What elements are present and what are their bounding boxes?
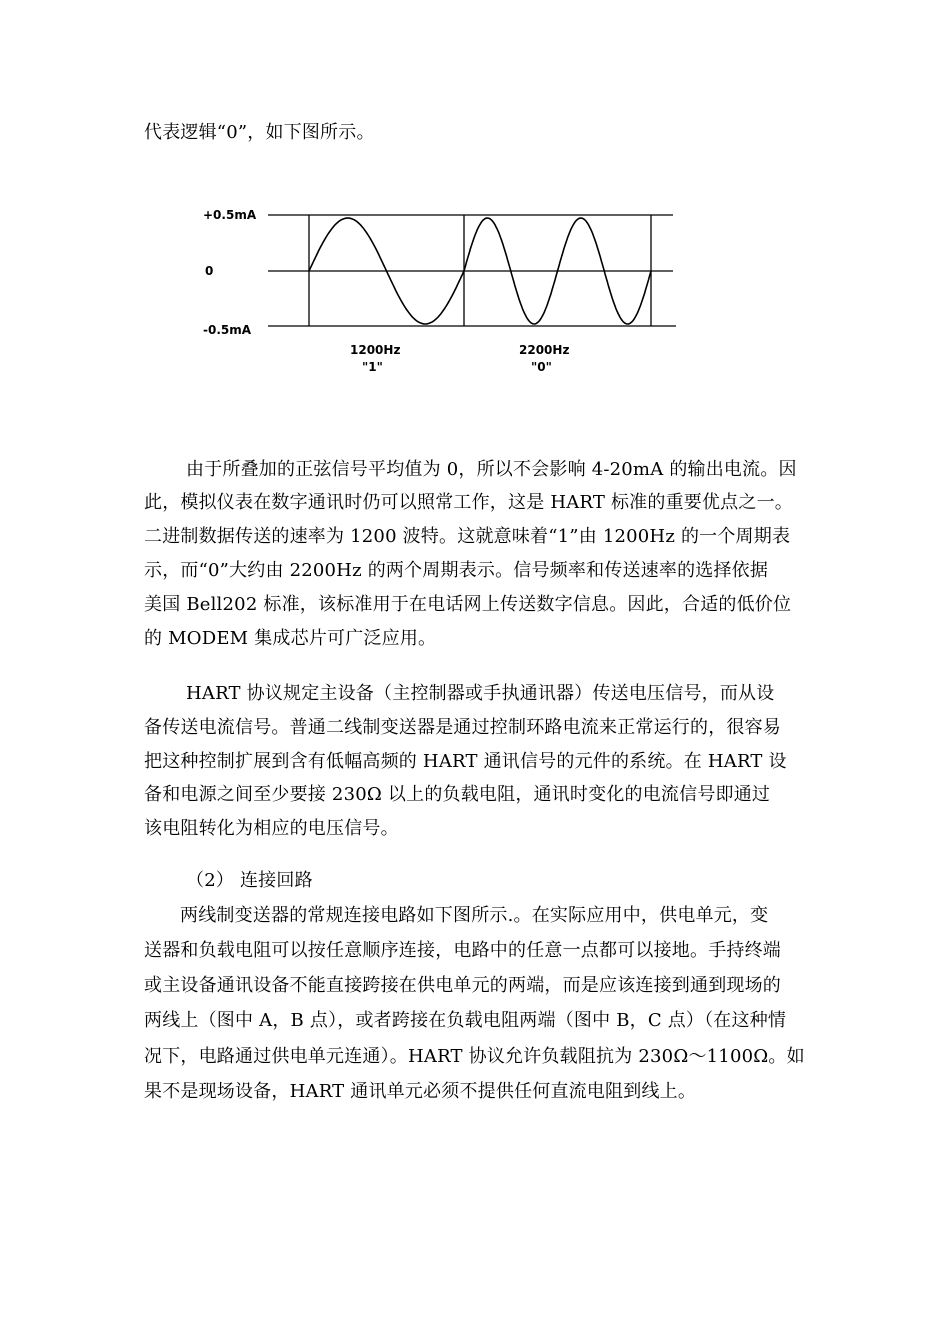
y-label-zero: 0 [205,264,214,278]
segment-2-freq: 2200Hz [519,343,570,357]
para3-line: 果不是现场设备，HART 通讯单元必须不提供任何直流电阻到线上。 [144,1081,697,1102]
section-heading: （2） 连接回路 [186,870,313,891]
para1-line: 美国 Bell202 标准，该标准用于在电话网上传送数字信息。因此，合适的低价位 [144,594,792,615]
para3-line: 两线制变送器的常规连接电路如下图所示.。在实际应用中，供电单元，变 [180,905,769,926]
para1-line: 的 MODEM 集成芯片可广泛应用。 [144,628,437,649]
para1-line: 此，模拟仪表在数字通讯时仍可以照常工作，这是 HART 标准的重要优点之一。 [144,492,793,513]
para3-line: 两线上（图中 A，B 点），或者跨接在负载电阻两端（图中 B，C 点）（在这种情 [144,1010,787,1031]
para3-line: 送器和负载电阻可以按任意顺序连接，电路中的任意一点都可以接地。手持终端 [144,940,781,961]
para2-line: 该电阻转化为相应的电压信号。 [144,818,399,839]
para1-line: 二进制数据传送的速率为 1200 波特。这就意味着“1”由 1200Hz 的一个周期表 [144,526,791,547]
para3-line: 或主设备通讯设备不能直接跨接在供电单元的两端，而是应该连接到通到现场的 [144,975,781,996]
para1-line: 由于所叠加的正弦信号平均值为 0，所以不会影响 4-20mA 的输出电流。因 [186,459,797,480]
segment-1-freq: 1200Hz [350,343,401,357]
para1-line: 示，而“0”大约由 2200Hz 的两个周期表示。信号频率和传送速率的选择依据 [144,560,769,581]
intro-line: 代表逻辑“0”，如下图所示。 [144,122,375,143]
para2-line: 备传送电流信号。普通二线制变送器是通过控制环路电流来正常运行的，很容易 [144,717,781,738]
segment-2-logic: "0" [531,360,552,374]
fsk-waveform-figure [198,198,688,388]
para2-line: 把这种控制扩展到含有低幅高频的 HART 通讯信号的元件的系统。在 HART 设 [144,751,787,772]
segment-1-logic: "1" [362,360,383,374]
y-label-plus: +0.5mA [203,208,257,222]
para2-line: HART 协议规定主设备（主控制器或手执通讯器）传送电压信号，而从设 [186,683,775,704]
para3-line: 况下，电路通过供电单元连通）。HART 协议允许负载阻抗为 230Ω～1100Ω。如 [144,1046,805,1067]
para2-line: 备和电源之间至少要接 230Ω 以上的负载电阻，通讯时变化的电流信号即通过 [144,784,771,805]
y-label-minus: -0.5mA [203,323,252,337]
